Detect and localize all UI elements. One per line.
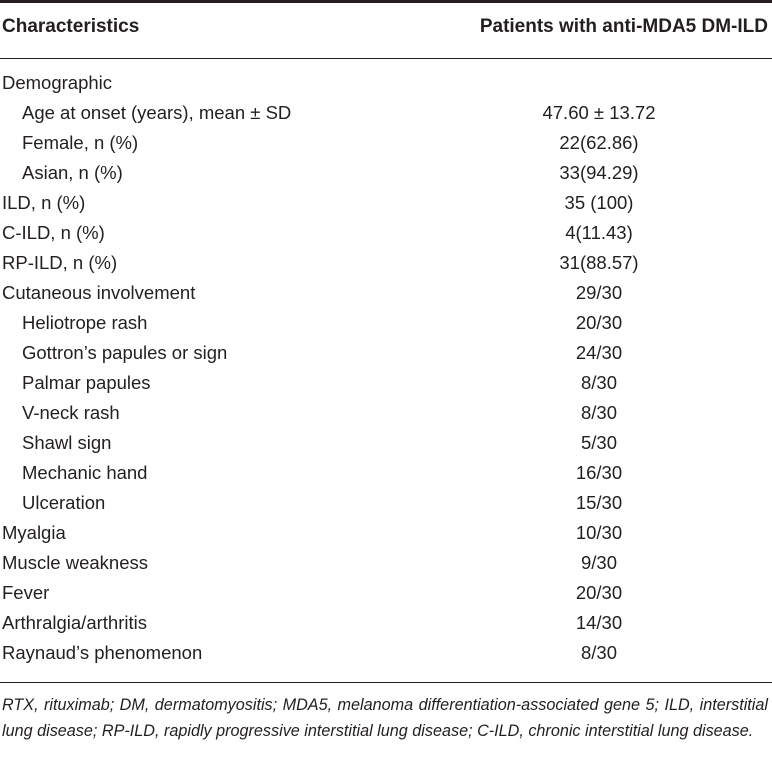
table-row [0, 308, 772, 338]
table-row [0, 248, 772, 278]
row-value: 24/30 [575, 342, 623, 363]
row-value: 8/30 [580, 402, 617, 423]
row-label: ILD, n (%) [2, 192, 86, 213]
table-row [0, 458, 772, 488]
row-value: 9/30 [580, 552, 617, 573]
table-row [0, 548, 772, 578]
row-value: 33(94.29) [559, 162, 639, 183]
table-bottom-rule [0, 682, 772, 683]
row-label: Raynaud’s phenomenon [2, 642, 203, 663]
table-row [0, 188, 772, 218]
table-header-row [0, 12, 772, 48]
table-row [0, 218, 772, 248]
row-label: Ulceration [22, 492, 106, 513]
row-value: 31(88.57) [559, 252, 639, 273]
row-label: C-ILD, n (%) [2, 222, 105, 243]
row-label: Female, n (%) [22, 132, 139, 153]
row-value: 15/30 [575, 492, 623, 513]
row-label: Age at onset (years), mean ± SD [22, 102, 292, 123]
table-row [0, 158, 772, 188]
row-value: 20/30 [575, 582, 623, 603]
row-label: Asian, n (%) [22, 162, 123, 183]
header-patients: Patients with anti-MDA5 DM-ILD [479, 16, 768, 37]
row-label: Demographic [2, 72, 113, 93]
row-label: Arthralgia/arthritis [2, 612, 147, 633]
row-label: RP-ILD, n (%) [2, 252, 118, 273]
row-label: Palmar papules [22, 372, 151, 393]
row-value: 20/30 [575, 312, 623, 333]
table-header-rule [0, 58, 772, 59]
header-characteristics: Characteristics [2, 16, 140, 37]
row-value: 47.60 ± 13.72 [542, 102, 656, 123]
table-row [0, 278, 772, 308]
row-value: 29/30 [575, 282, 623, 303]
row-label: Fever [2, 582, 50, 603]
table-row [0, 428, 772, 458]
table-row [0, 128, 772, 158]
row-value: 8/30 [580, 372, 617, 393]
table-row [0, 398, 772, 428]
row-label: V-neck rash [22, 402, 120, 423]
row-label: Gottron’s papules or sign [22, 342, 228, 363]
table-row [0, 338, 772, 368]
table-row [0, 578, 772, 608]
row-label: Heliotrope rash [22, 312, 148, 333]
row-value: 22(62.86) [559, 132, 639, 153]
row-label: Mechanic hand [22, 462, 148, 483]
row-label: Cutaneous involvement [2, 282, 196, 303]
table-row [0, 68, 772, 98]
row-value: 14/30 [575, 612, 623, 633]
row-value: 8/30 [580, 642, 617, 663]
table-footnote: RTX, rituximab; DM, dermatomyositis; MDA5, melanoma differentiation-associated gene 5; ILD, interstitial lung disease; RP-ILD, rapidly progressive interstitial lung disease; C-ILD, chronic interstitial lung disease. [2, 696, 768, 740]
table-row [0, 488, 772, 518]
table-row [0, 518, 772, 548]
row-value: 16/30 [575, 462, 623, 483]
row-value: 35 (100) [564, 192, 634, 213]
table-top-rule [0, 0, 772, 3]
table-body [0, 68, 772, 668]
table-row [0, 608, 772, 638]
table-row [0, 638, 772, 668]
row-label: Muscle weakness [2, 552, 149, 573]
row-value: 10/30 [575, 522, 623, 543]
row-label: Shawl sign [22, 432, 112, 453]
table-row [0, 368, 772, 398]
table-row [0, 98, 772, 128]
row-value: 4(11.43) [565, 222, 633, 243]
row-value: 5/30 [580, 432, 617, 453]
row-label: Myalgia [2, 522, 66, 543]
